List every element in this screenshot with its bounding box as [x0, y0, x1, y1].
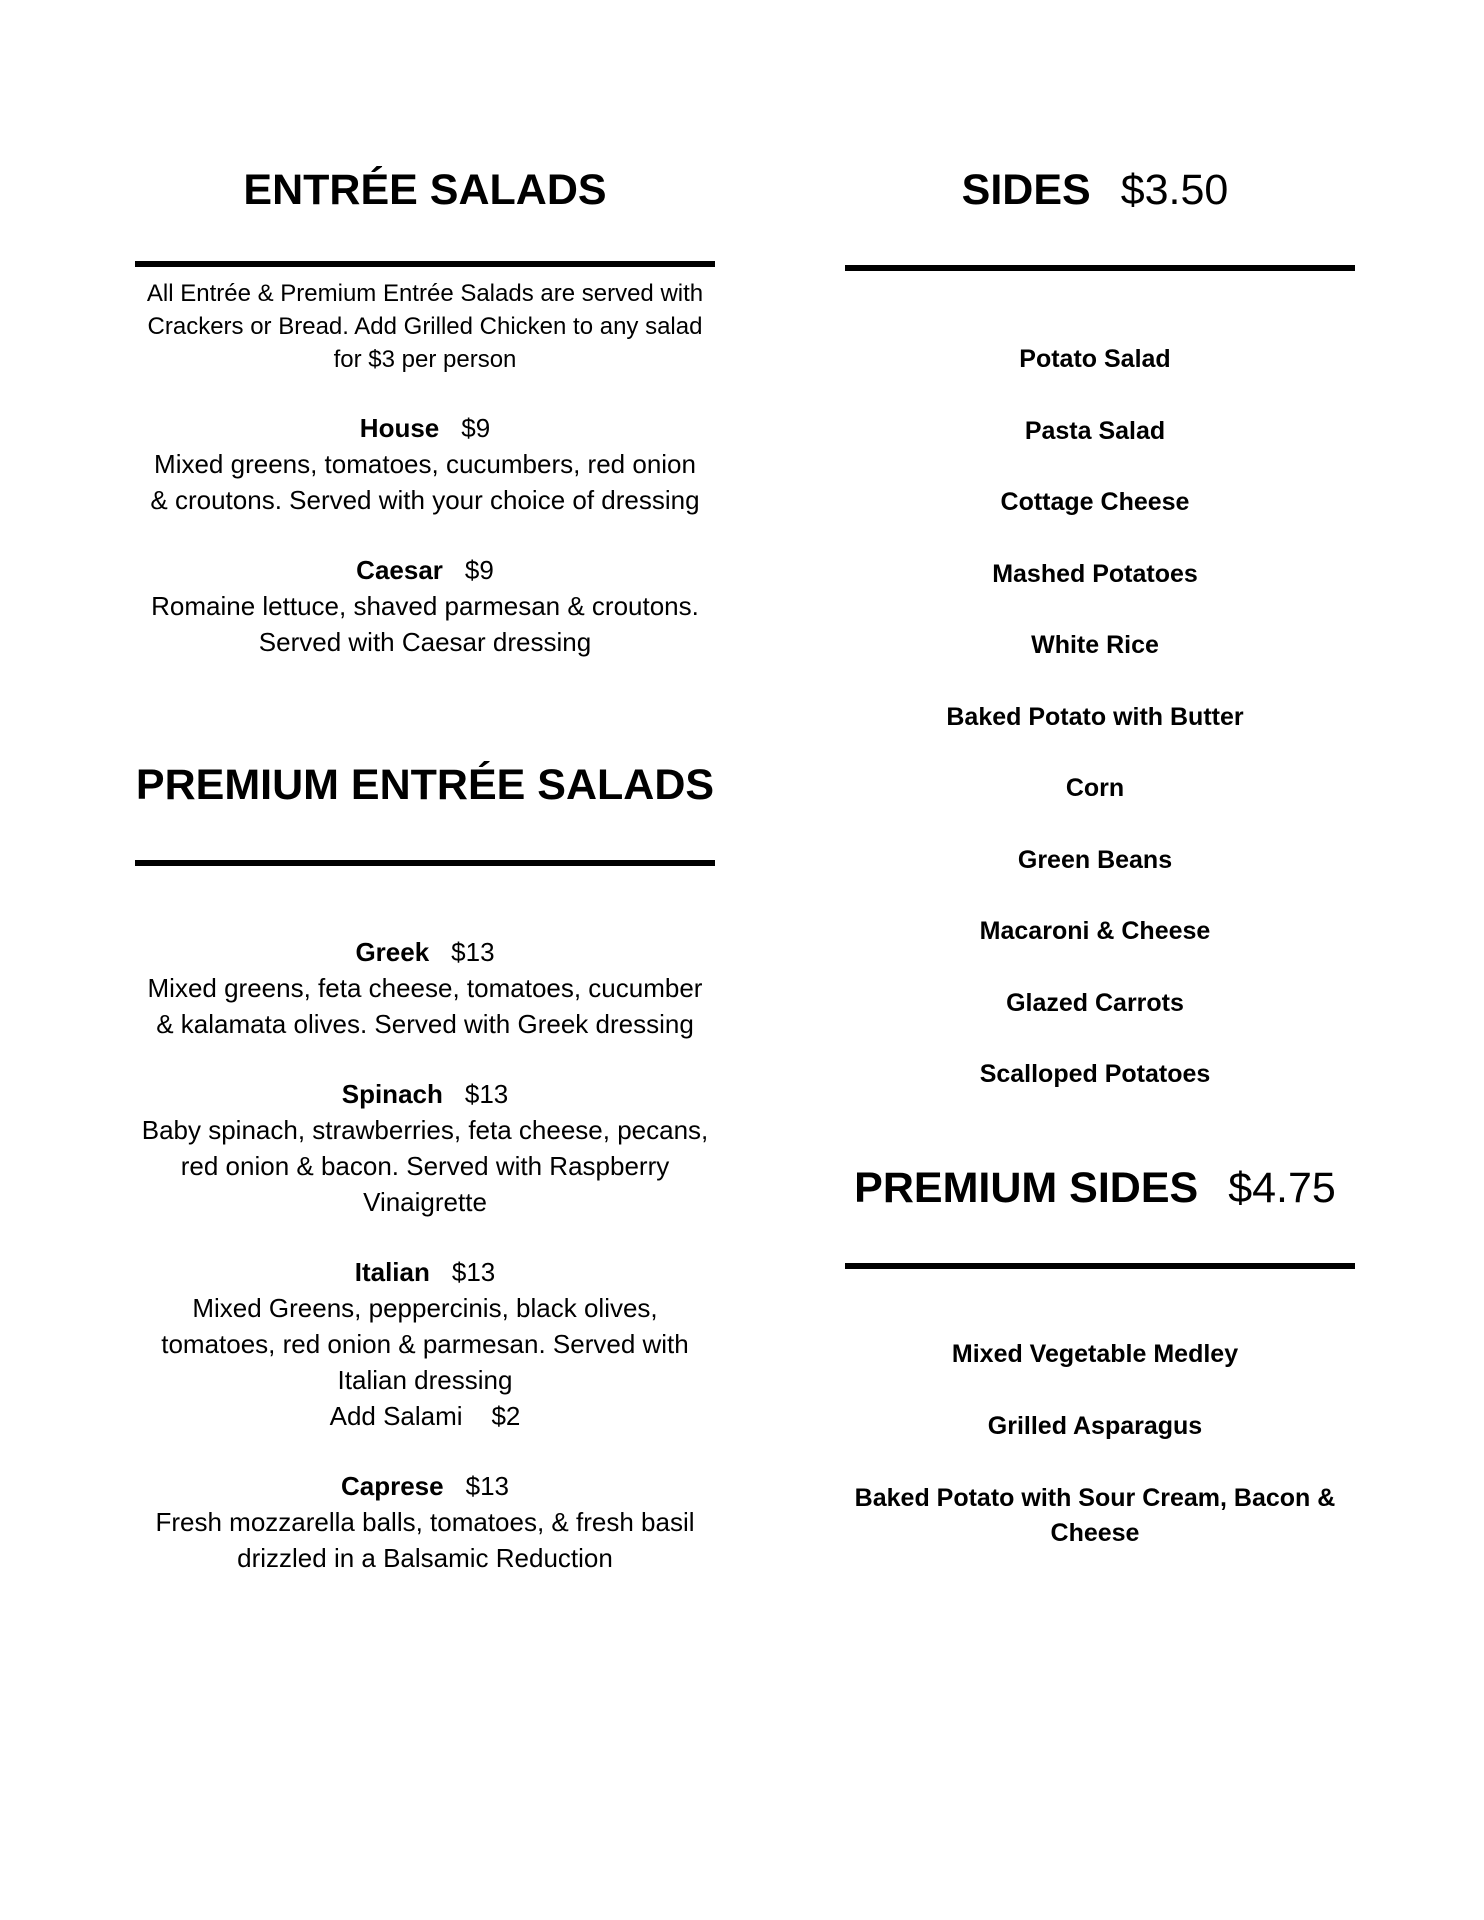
side-item: Glazed Carrots	[1006, 989, 1184, 1017]
item-description: Mixed greens, feta cheese, tomatoes, cucumber & kalamata olives. Served with Greek dressing	[147, 973, 703, 1039]
item-description: Fresh mozzarella balls, tomatoes, & fresh basil drizzled in a Balsamic Reduction	[155, 1507, 695, 1573]
premium-side-item: Cheese	[1050, 1519, 1140, 1547]
entree-salads-intro: All Entrée & Premium Entrée Salads are served with Crackers or Bread. Add Grilled Chicken to any salad for $3 per person	[146, 280, 704, 373]
menu-item-italian	[130, 1254, 720, 1434]
add-on-salami: Add Salami $2	[329, 1401, 521, 1431]
item-name: Caesar	[356, 555, 443, 585]
entree-salads-divider	[135, 261, 715, 267]
premium-side-item: Grilled Asparagus	[987, 1412, 1203, 1440]
menu-item-caesar	[130, 552, 720, 660]
item-price: $13	[451, 937, 495, 967]
item-name: Caprese	[340, 1471, 444, 1501]
side-item: Baked Potato with Butter	[946, 703, 1244, 731]
item-name: House	[359, 413, 440, 443]
side-item: White Rice	[1031, 631, 1159, 659]
item-description: Mixed greens, tomatoes, cucumbers, red onion & croutons. Served with your choice of dressing	[150, 449, 700, 515]
side-item: Potato Salad	[1019, 345, 1171, 373]
premium-sides-divider	[845, 1263, 1355, 1269]
item-price: $13	[451, 1257, 496, 1287]
item-name: Italian	[354, 1257, 430, 1287]
item-price: $9	[461, 413, 491, 443]
menu-item-caprese	[130, 1468, 720, 1576]
item-price: $9	[464, 555, 494, 585]
sides-heading: SIDES $3.50	[961, 166, 1229, 214]
item-description: Baby spinach, strawberries, feta cheese, pecans, red onion & bacon. Served with Raspberry Vinaigrette	[141, 1115, 709, 1217]
sides-price: $3.50	[1120, 166, 1229, 214]
premium-sides-heading: PREMIUM SIDES $4.75	[854, 1164, 1336, 1212]
premium-side-item: Mixed Vegetable Medley	[951, 1340, 1239, 1368]
premium-side-item: Baked Potato with Sour Cream, Bacon &	[854, 1484, 1336, 1512]
side-item: Corn	[1065, 774, 1125, 802]
item-name: Greek	[355, 937, 430, 967]
side-item: Macaroni & Cheese	[979, 917, 1211, 945]
side-item: Mashed Potatoes	[992, 560, 1198, 588]
premium-entree-salads-divider	[135, 860, 715, 866]
item-name: Spinach	[341, 1079, 443, 1109]
side-item: Pasta Salad	[1024, 417, 1166, 445]
menu-item-house	[130, 410, 720, 518]
item-description: Mixed Greens, peppercinis, black olives, tomatoes, red onion & parmesan. Served with Italian dressing Add Salami $2	[130, 1290, 720, 1434]
side-item: Scalloped Potatoes	[979, 1060, 1211, 1088]
item-price: $13	[464, 1079, 509, 1109]
sides-divider	[845, 265, 1355, 271]
item-description: Romaine lettuce, shaved parmesan & croutons. Served with Caesar dressing	[151, 591, 699, 657]
premium-entree-salads-heading: PREMIUM ENTRÉE SALADS	[135, 761, 715, 809]
menu-item-greek	[130, 934, 720, 1042]
side-item: Green Beans	[1017, 846, 1173, 874]
menu-item-spinach	[130, 1076, 720, 1220]
entree-salads-heading: ENTRÉE SALADS	[243, 166, 607, 214]
premium-sides-price: $4.75	[1228, 1164, 1336, 1212]
item-price: $13	[465, 1471, 509, 1501]
side-item: Cottage Cheese	[1000, 488, 1190, 516]
